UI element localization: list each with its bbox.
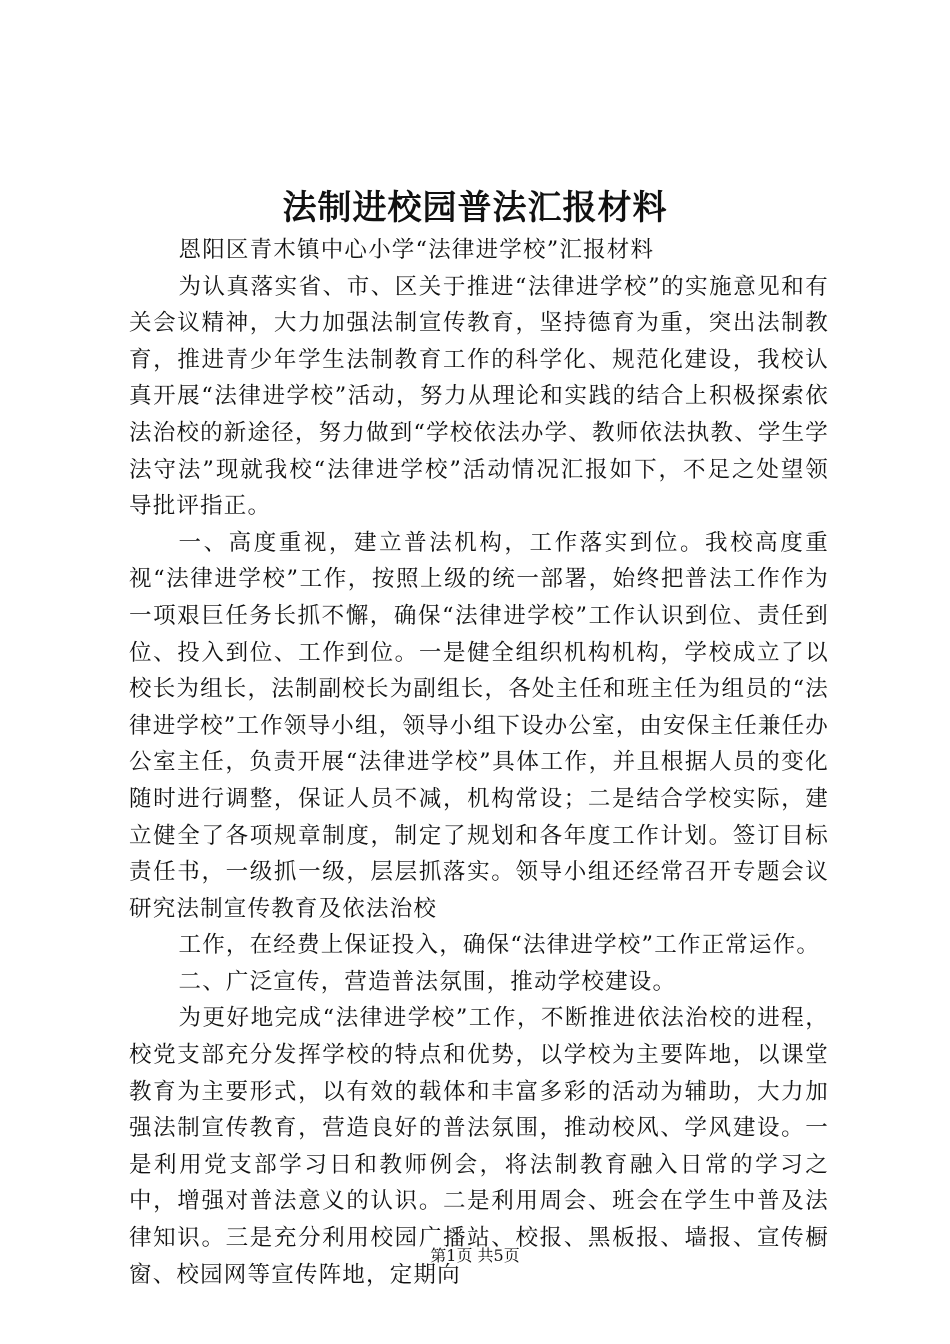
document-title: 法制进校园普法汇报材料: [282, 188, 668, 228]
paragraph-section-one: 一、高度重视，建立普法机构，工作落实到位。我校高度重视“法律进学校”工作，按照上级的统一部署，始终把普法工作作为一项艰巨任务长抓不懈，确保“法律进学校”工作认识到位、责任到位、投入到位、工作到位。一是健全组织机构机构，学校成立了以校长为组长，法制副校长为副组长，各处主任和班主任为组员的“法律进学校”工作领导小组，领导小组下设办公室，由安保主任兼任办公室主任，负责开展“法律进学校”具体工作，并且根据人员的变化随时进行调整，保证人员不减，机构常设；二是结合学校实际，建立健全了各项规章制度，制定了规划和各年度工作计划。签订目标责任书，一级抓一级，层层抓落实。领导小组还经常召开专题会议研究法制宣传教育及依法治校: [129, 529, 830, 922]
paragraph-section-two-heading: 二、广泛宣传，营造普法氛围，推动学校建设。: [178, 968, 677, 995]
paragraph-section-one-continued: 工作，在经费上保证投入，确保“法律进学校”工作正常运作。: [178, 932, 821, 959]
paragraph-subtitle: 恩阳区青木镇中心小学“法律进学校”汇报材料: [178, 237, 655, 263]
paragraph-intro: 为认真落实省、市、区关于推进“法律进学校”的实施意见和有关会议精神，大力加强法制宣传教育，坚持德育为重，突出法制教育，推进青少年学生法制教育工作的科学化、规范化建设，我校认真开展“法律进学校”活动，努力从理论和实践的结合上积极探索依法治校的新途径，努力做到“学校依法办学、教师依法执教、学生学法守法”现就我校“法律进学校”活动情况汇报如下，不足之处望领导批评指正。: [129, 273, 830, 520]
document-body: [129, 232, 829, 1293]
paragraph-section-two: 为更好地完成“法律进学校”工作，不断推进依法治校的进程，校党支部充分发挥学校的特点和优势，以学校为主要阵地，以课堂教育为主要形式，以有效的载体和丰富多彩的活动为辅助，大力加强法制宣传教育，营造良好的普法氛围，推动校风、学风建设。一是利用党支部学习日和教师例会，将法制教育融入日常的学习之中，增强对普法意义的认识。二是利用周会、班会在学生中普及法律知识。三是充分利用校园广播站、校报、黑板报、墙报、宣传橱窗、校园网等宣传阵地，定期向: [129, 1005, 829, 1288]
page-indicator: 第1页 共5页: [430, 1246, 520, 1265]
